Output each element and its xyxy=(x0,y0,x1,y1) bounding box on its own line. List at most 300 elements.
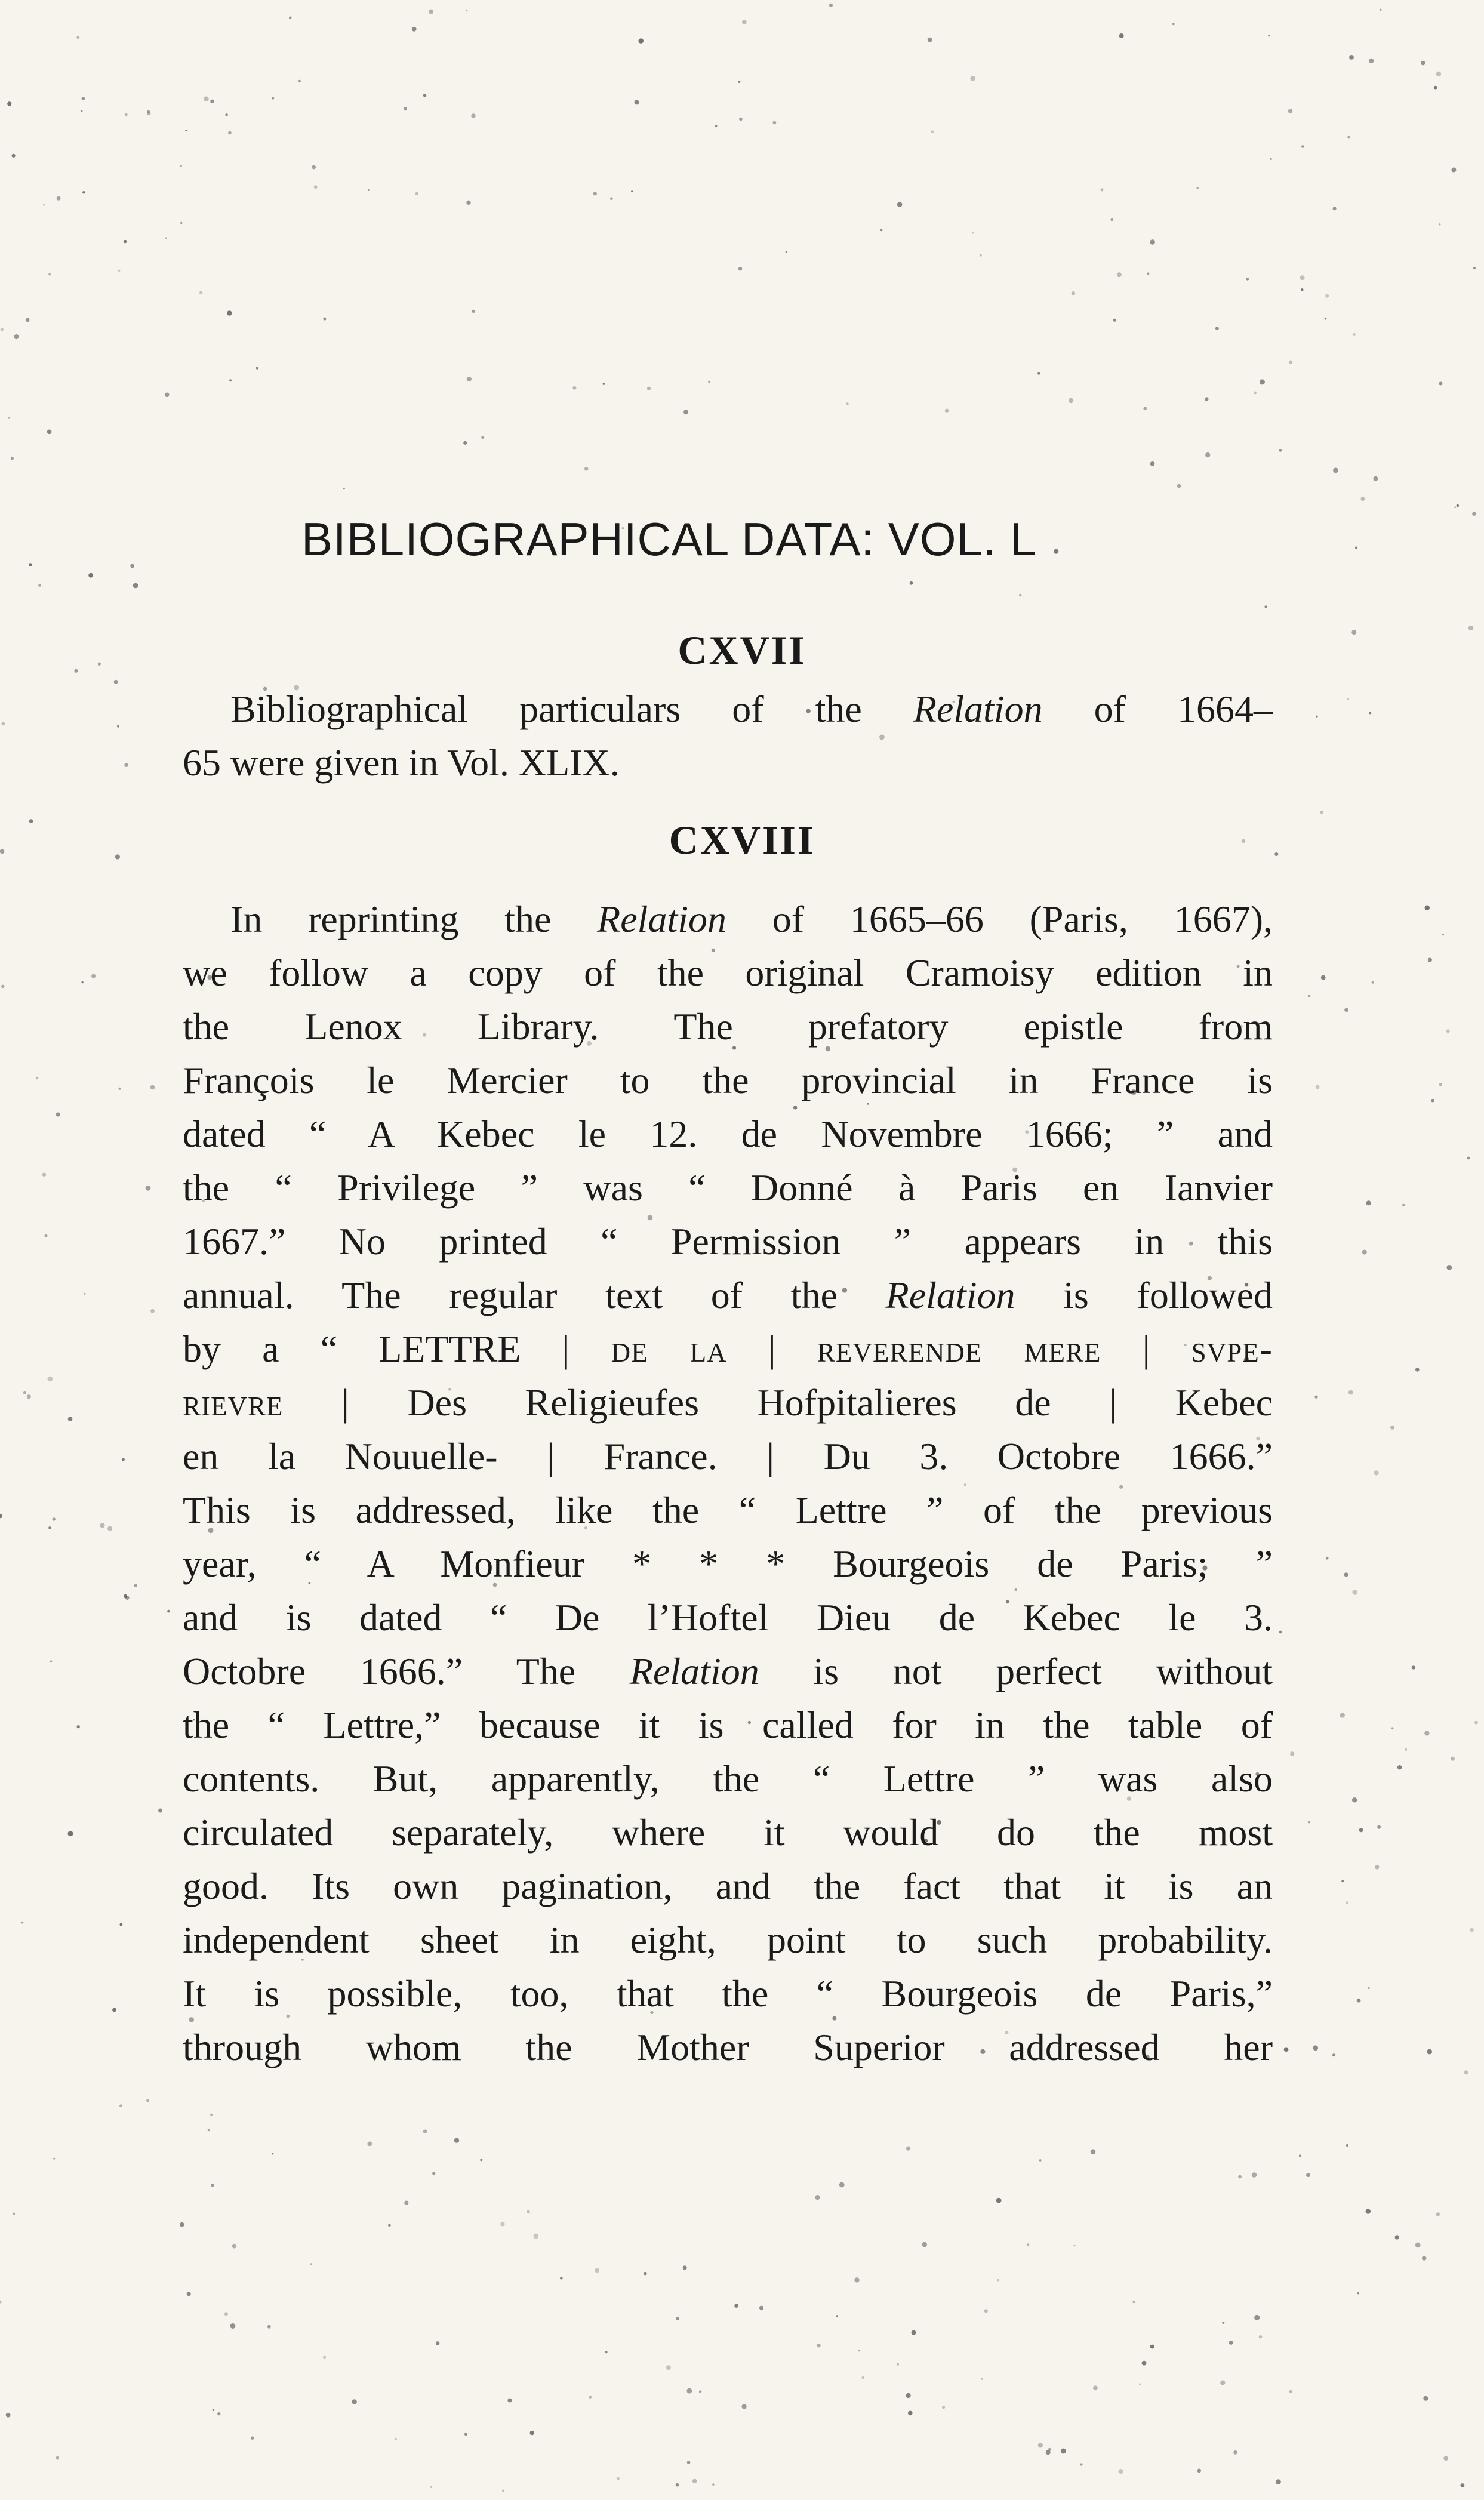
paper-speck xyxy=(150,1309,155,1313)
paper-speck xyxy=(1412,1665,1415,1669)
small-caps-text: svpe- xyxy=(1191,1328,1273,1370)
paper-speck xyxy=(786,251,787,253)
text-run: is followed xyxy=(1015,1274,1273,1316)
paper-speck xyxy=(880,229,883,231)
paper-speck xyxy=(1306,2173,1310,2177)
paper-speck xyxy=(1373,476,1378,481)
paper-speck xyxy=(88,573,93,578)
paper-speck xyxy=(1119,33,1124,38)
paper-speck xyxy=(367,2142,372,2147)
paragraph-line xyxy=(183,1698,1273,1752)
paper-speck xyxy=(107,1526,112,1531)
paper-speck xyxy=(1220,2381,1225,2385)
paragraph-line xyxy=(183,1215,1273,1269)
paper-speck xyxy=(118,270,121,272)
paper-speck xyxy=(984,2309,988,2313)
paper-speck xyxy=(47,430,52,435)
paper-speck xyxy=(14,334,19,339)
paper-speck xyxy=(404,107,407,110)
paper-speck xyxy=(224,2312,228,2316)
paper-speck xyxy=(1442,934,1444,935)
paper-speck xyxy=(180,222,182,224)
paper-speck xyxy=(1284,2047,1289,2052)
paper-speck xyxy=(124,240,127,244)
paper-speck xyxy=(133,583,138,589)
paper-speck xyxy=(1374,1470,1378,1475)
paper-speck xyxy=(1344,1572,1348,1577)
paper-speck xyxy=(432,2172,435,2175)
paper-speck xyxy=(117,725,119,728)
paper-speck xyxy=(429,10,433,14)
paragraph-line xyxy=(183,736,1273,790)
paper-speck xyxy=(692,2479,697,2483)
paper-speck xyxy=(68,1417,73,1421)
paper-speck xyxy=(11,457,14,460)
paper-speck xyxy=(1254,2315,1260,2320)
paper-speck xyxy=(56,1113,60,1117)
paper-speck xyxy=(1110,218,1113,221)
paper-speck xyxy=(272,2153,273,2154)
paper-speck xyxy=(1333,207,1337,210)
paper-speck xyxy=(44,1234,47,1237)
paper-speck xyxy=(1451,168,1456,173)
text-run: | xyxy=(1101,1328,1191,1370)
paper-speck xyxy=(185,130,187,131)
paper-speck xyxy=(839,2182,845,2188)
paper-speck xyxy=(1316,1085,1320,1089)
paper-speck xyxy=(1172,23,1175,26)
paper-speck xyxy=(1301,145,1304,148)
paper-speck xyxy=(738,267,742,270)
text-run: the “ Privilege ” was “ Donné à Paris en Ianvier xyxy=(183,1166,1273,1209)
paper-speck xyxy=(906,2147,910,2151)
paper-speck xyxy=(1027,2243,1029,2246)
paper-speck xyxy=(945,409,949,413)
paper-speck xyxy=(584,467,589,471)
paper-speck xyxy=(13,2213,15,2215)
paper-speck xyxy=(1268,35,1270,36)
paper-speck xyxy=(1069,398,1073,403)
paper-speck xyxy=(712,2483,714,2485)
text-run: François le Mercier to the provincial in France is xyxy=(183,1059,1273,1101)
paper-speck xyxy=(686,2388,692,2394)
paper-speck xyxy=(942,2406,945,2409)
paper-speck xyxy=(471,113,476,118)
paper-speck xyxy=(56,2456,59,2460)
paper-speck xyxy=(676,2317,679,2320)
paper-speck xyxy=(1397,1765,1402,1769)
small-caps-text: reverende mere xyxy=(817,1328,1101,1370)
paper-speck xyxy=(676,2483,679,2487)
paper-speck xyxy=(130,564,134,568)
paper-speck xyxy=(1369,59,1374,63)
paper-speck xyxy=(815,2195,820,2200)
paper-speck xyxy=(1142,2361,1147,2366)
paper-speck xyxy=(404,2201,408,2205)
paper-speck xyxy=(589,2396,592,2399)
paper-speck xyxy=(1320,811,1323,814)
paper-speck xyxy=(1150,461,1155,466)
paper-speck xyxy=(199,291,202,294)
text-run: is not perfect without xyxy=(759,1650,1273,1692)
paper-speck xyxy=(272,97,274,99)
paper-speck xyxy=(36,1077,38,1079)
paper-speck xyxy=(1,328,4,331)
paper-speck xyxy=(910,581,913,585)
paper-speck xyxy=(1196,187,1199,189)
paper-speck xyxy=(463,441,467,445)
paper-speck xyxy=(829,4,833,7)
paper-speck xyxy=(122,1458,125,1461)
paper-speck xyxy=(1313,2045,1319,2051)
paper-speck xyxy=(119,1923,122,1926)
paper-speck xyxy=(1344,1008,1348,1012)
paper-speck xyxy=(862,2376,865,2379)
text-run: Octobre 1666.” The xyxy=(183,1650,630,1692)
paper-speck xyxy=(817,2344,820,2347)
paper-speck xyxy=(1366,1200,1371,1205)
small-caps-text: de la xyxy=(611,1328,727,1370)
paper-speck xyxy=(21,1922,23,1923)
paper-speck xyxy=(1470,1928,1473,1932)
paper-speck xyxy=(1346,2144,1348,2147)
paper-speck xyxy=(204,97,208,101)
paper-speck xyxy=(1415,1368,1420,1372)
paper-speck xyxy=(119,2104,122,2107)
paper-speck xyxy=(125,1596,130,1600)
paper-speck xyxy=(480,2159,482,2161)
paper-speck xyxy=(970,76,975,81)
paper-speck xyxy=(1132,2301,1135,2303)
paper-speck xyxy=(1117,272,1122,277)
section-cxviii-paragraph xyxy=(183,892,1273,2074)
paper-speck xyxy=(572,386,576,390)
paper-speck xyxy=(683,410,688,414)
paper-speck xyxy=(225,113,228,116)
paper-speck xyxy=(312,165,316,170)
paper-speck xyxy=(481,436,484,439)
paper-speck xyxy=(1073,2245,1075,2246)
paper-speck xyxy=(1436,2212,1440,2216)
paper-speck xyxy=(423,94,426,97)
paper-speck xyxy=(146,2099,149,2102)
paper-speck xyxy=(228,131,232,135)
paragraph-line xyxy=(183,1859,1273,1913)
paper-speck xyxy=(1391,1727,1394,1729)
paper-speck xyxy=(1333,468,1338,473)
paper-speck xyxy=(1369,712,1372,715)
paper-speck xyxy=(1472,512,1476,516)
italic-title: Relation xyxy=(597,898,727,940)
paper-speck xyxy=(1150,239,1155,245)
paper-speck xyxy=(922,2242,927,2247)
italic-title: Relation xyxy=(885,1274,1015,1316)
paper-speck xyxy=(1288,109,1293,113)
paper-speck xyxy=(1222,2322,1224,2324)
text-run: circulated separately, where it would do the most xyxy=(183,1811,1273,1854)
paper-speck xyxy=(1425,906,1430,910)
paper-speck xyxy=(1473,267,1476,269)
paper-speck xyxy=(1290,1751,1294,1756)
paper-speck xyxy=(38,584,41,586)
paper-speck xyxy=(507,2399,512,2403)
paper-speck xyxy=(7,101,11,106)
paper-speck xyxy=(1019,594,1021,596)
paper-speck xyxy=(229,379,232,381)
paper-speck xyxy=(76,36,79,39)
paper-speck xyxy=(1289,2390,1292,2393)
paper-speck xyxy=(1424,1731,1429,1735)
paper-speck xyxy=(1359,1828,1363,1832)
paper-speck xyxy=(708,381,710,383)
paper-speck xyxy=(1061,2449,1066,2454)
paragraph-line xyxy=(183,1913,1273,1967)
paper-speck xyxy=(1434,86,1437,90)
paper-speck xyxy=(100,1523,104,1528)
paper-speck xyxy=(256,367,259,370)
paper-speck xyxy=(48,1377,53,1382)
paper-speck xyxy=(1205,397,1208,401)
paper-speck xyxy=(1427,2049,1432,2055)
text-run: 1667.” No printed “ Permission ” appears in this xyxy=(183,1220,1273,1263)
paper-speck xyxy=(631,190,633,192)
paper-speck xyxy=(638,38,644,44)
paper-speck xyxy=(854,2277,859,2282)
paper-speck xyxy=(1300,275,1305,280)
paper-speck xyxy=(981,2378,983,2380)
paragraph-line xyxy=(183,1376,1273,1430)
paper-speck xyxy=(1229,2341,1233,2345)
text-run: annual. The regular text of the xyxy=(183,1274,886,1316)
paper-speck xyxy=(1289,361,1292,364)
paper-speck xyxy=(289,17,291,19)
paper-speck xyxy=(996,2198,1002,2203)
paragraph-line xyxy=(183,1054,1273,1107)
paper-speck xyxy=(81,110,83,112)
paper-speck xyxy=(1238,2175,1242,2179)
paper-speck xyxy=(50,1660,52,1662)
text-run: the Lenox Library. The prefatory epistle from xyxy=(183,1005,1273,1048)
paper-speck xyxy=(1264,605,1267,608)
paper-speck xyxy=(997,2279,999,2282)
paragraph-line xyxy=(183,892,1273,946)
text-run: good. Its own pagination, and the fact that it is an xyxy=(183,1865,1273,1907)
paragraph-line xyxy=(183,1161,1273,1215)
paper-speck xyxy=(2,722,5,726)
paper-speck xyxy=(928,38,932,42)
paper-speck xyxy=(741,2404,746,2409)
paper-speck xyxy=(26,318,29,322)
paper-speck xyxy=(1346,1901,1348,1904)
paper-speck xyxy=(112,2008,116,2012)
paper-speck xyxy=(1,985,5,989)
paper-speck xyxy=(1457,504,1460,507)
paper-speck xyxy=(208,2129,210,2131)
paper-speck xyxy=(1447,1265,1452,1270)
small-caps-text: rievre xyxy=(183,1381,284,1424)
paper-speck xyxy=(759,2306,763,2310)
paper-speck xyxy=(217,2412,220,2415)
paper-speck xyxy=(251,2437,254,2440)
paper-speck xyxy=(635,100,639,104)
paper-speck xyxy=(84,1293,86,1295)
paper-speck xyxy=(738,81,741,83)
paper-speck xyxy=(412,27,417,32)
paragraph-line xyxy=(183,1000,1273,1054)
paper-speck xyxy=(1421,61,1425,66)
paper-speck xyxy=(210,100,214,103)
paper-speck xyxy=(500,2222,504,2226)
paper-speck xyxy=(1140,2384,1141,2385)
paragraph-line xyxy=(183,682,1273,736)
text-run: It is possible, too, that the “ Bourgeois de Paris,” xyxy=(183,1972,1273,2015)
text-run: through whom the Mother Superior addressed her xyxy=(183,2026,1273,2068)
paper-speck xyxy=(118,1088,121,1090)
paper-speck xyxy=(644,2272,647,2276)
paragraph-line xyxy=(183,1537,1273,1591)
paper-speck xyxy=(1301,288,1304,291)
paper-speck xyxy=(1039,2159,1042,2162)
paper-speck xyxy=(1080,2463,1082,2465)
paper-speck xyxy=(931,130,934,133)
paper-speck xyxy=(77,1725,80,1728)
paper-speck xyxy=(1395,2235,1399,2239)
paper-speck xyxy=(1246,278,1249,280)
paper-speck xyxy=(1321,975,1326,980)
paper-speck xyxy=(165,393,170,398)
section-numeral-cxviii: CXVIII xyxy=(669,817,815,863)
paper-speck xyxy=(1260,379,1265,384)
paper-speck xyxy=(858,2350,860,2351)
paper-speck xyxy=(1461,2483,1465,2487)
paper-speck xyxy=(211,2184,214,2187)
paper-speck xyxy=(980,254,982,257)
paper-speck xyxy=(1308,995,1310,997)
text-run: year, “ A Monfieur * * * Bourgeois de Paris; ” xyxy=(183,1543,1273,1585)
paper-speck xyxy=(82,97,85,100)
paper-speck xyxy=(1101,189,1104,192)
paper-speck xyxy=(1380,9,1381,11)
paper-speck xyxy=(1390,1426,1394,1430)
text-run: the “ Lettre,” because it is called for in the table of xyxy=(183,1704,1273,1746)
paper-speck xyxy=(1177,484,1181,488)
text-run: by a “ LETTRE | xyxy=(183,1328,611,1370)
paper-speck xyxy=(912,2330,916,2335)
paragraph-line xyxy=(183,1322,1273,1376)
paper-speck xyxy=(1436,72,1441,76)
paper-speck xyxy=(1270,158,1272,160)
paper-speck xyxy=(1405,1748,1407,1751)
paper-speck xyxy=(1332,2053,1335,2056)
paper-speck xyxy=(323,318,326,321)
paper-speck xyxy=(1415,2243,1421,2248)
paper-speck xyxy=(1372,981,1374,984)
paragraph-line xyxy=(183,1591,1273,1645)
text-run: 65 were given in Vol. XLIX. xyxy=(183,741,620,784)
paper-speck xyxy=(1048,2448,1051,2451)
paragraph-line xyxy=(183,1483,1273,1537)
paper-speck xyxy=(146,1186,151,1191)
paper-speck xyxy=(147,110,150,113)
paper-speck xyxy=(1119,2469,1123,2474)
paper-speck xyxy=(467,377,472,381)
paper-speck xyxy=(8,417,10,418)
text-run: and is dated “ De l’Hoftel Dieu de Kebec le 3. xyxy=(183,1596,1273,1639)
paper-speck xyxy=(1451,1757,1455,1761)
paper-speck xyxy=(1431,1099,1434,1103)
paper-speck xyxy=(352,2399,357,2404)
paper-speck xyxy=(1446,1029,1450,1033)
text-run: | xyxy=(726,1328,817,1370)
paper-speck xyxy=(739,118,743,121)
paper-speck xyxy=(1252,2172,1257,2178)
paper-speck xyxy=(466,10,467,11)
paragraph-line xyxy=(183,1107,1273,1161)
paper-speck xyxy=(1197,2469,1202,2473)
italic-title: Relation xyxy=(629,1650,759,1692)
paper-speck xyxy=(603,383,605,385)
paper-speck xyxy=(1362,1250,1367,1255)
text-run: en la Nouuelle- | France. | Du 3. Octobre 1666.” xyxy=(183,1435,1273,1477)
paper-speck xyxy=(12,154,16,158)
paper-speck xyxy=(972,232,974,234)
paper-speck xyxy=(1377,1825,1381,1829)
paper-speck xyxy=(1368,1987,1370,1989)
paper-speck xyxy=(906,2393,911,2398)
text-run: of 1665–66 (Paris, 1667), xyxy=(726,898,1273,940)
paper-speck xyxy=(1428,958,1432,962)
paper-speck xyxy=(1402,1204,1405,1206)
paper-speck xyxy=(48,1526,51,1529)
paper-speck xyxy=(1439,1083,1442,1086)
paper-speck xyxy=(836,2315,838,2317)
paper-speck xyxy=(1443,2456,1448,2461)
paper-speck xyxy=(298,80,301,82)
paper-speck xyxy=(436,2341,439,2345)
paper-speck xyxy=(415,192,418,195)
paper-speck xyxy=(158,1809,162,1813)
section-cxvii-paragraph xyxy=(183,682,1273,790)
paragraph-line xyxy=(183,1645,1273,1698)
text-run: Bibliographical particulars of the xyxy=(230,688,913,730)
italic-title: Relation xyxy=(913,688,1043,730)
paper-speck xyxy=(57,196,61,201)
paper-speck xyxy=(1316,716,1317,718)
paragraph-line xyxy=(183,2021,1273,2074)
paper-speck xyxy=(1357,2292,1359,2294)
paper-speck xyxy=(323,2356,326,2359)
paper-speck xyxy=(388,2224,391,2227)
paper-speck xyxy=(1348,1390,1353,1395)
paper-speck xyxy=(1326,1557,1329,1560)
paper-speck xyxy=(23,1391,26,1394)
paper-speck xyxy=(343,488,345,489)
paper-speck xyxy=(527,2210,530,2214)
paper-speck xyxy=(134,1584,137,1587)
paper-speck xyxy=(1259,2335,1262,2338)
paper-speck xyxy=(534,2234,539,2239)
paragraph-line xyxy=(183,1269,1273,1322)
paper-speck xyxy=(1347,136,1350,138)
paper-speck xyxy=(1091,2149,1095,2154)
paper-speck xyxy=(560,2277,563,2280)
paper-speck xyxy=(1147,272,1149,275)
paper-speck xyxy=(666,2365,671,2370)
paper-speck xyxy=(647,387,651,390)
paper-speck xyxy=(1340,1713,1345,1717)
paper-speck xyxy=(68,1831,73,1836)
paper-speck xyxy=(1467,1157,1470,1160)
